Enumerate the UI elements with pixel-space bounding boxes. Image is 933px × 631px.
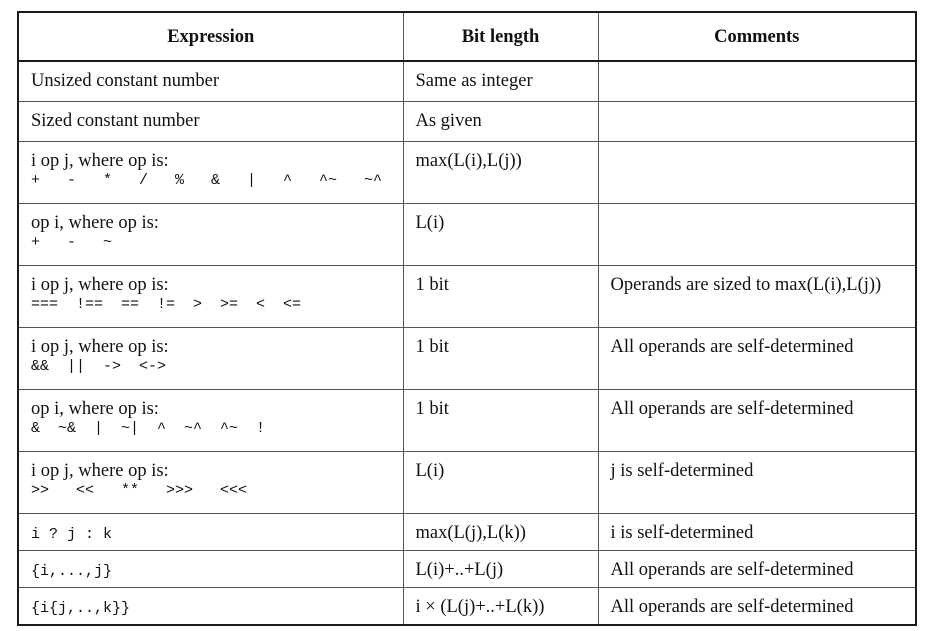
header-comments: Comments: [598, 12, 916, 61]
bit-length-cell: max(L(i),L(j)): [403, 142, 598, 204]
table-row: [18, 390, 916, 452]
expression-text: i op j, where op is:: [31, 275, 169, 295]
table-row: [18, 61, 916, 102]
table-row: [18, 102, 916, 142]
operator-list: & ~& | ~| ^ ~^ ^~ !: [31, 420, 266, 437]
expression-cell: [18, 266, 403, 328]
expression-text: i op j, where op is:: [31, 461, 169, 481]
expression-text: {i{j,..,k}}: [31, 600, 131, 617]
comment-cell: [598, 102, 916, 142]
operator-list: + - * / % & | ^ ^~ ~^: [31, 172, 383, 189]
comment-cell: All operands are self-determined: [598, 390, 916, 452]
bit-length-cell: 1 bit: [403, 390, 598, 452]
expression-cell: [18, 514, 403, 551]
comment-cell: [598, 204, 916, 266]
header-bit-length: Bit length: [403, 12, 598, 61]
expression-cell: [18, 390, 403, 452]
expression-cell: [18, 328, 403, 390]
expression-text: {i,...,j}: [31, 563, 113, 580]
bit-length-cell: L(i)+..+L(j): [403, 551, 598, 588]
operator-list: && || -> <->: [31, 358, 167, 375]
bit-length-cell: max(L(j),L(k)): [403, 514, 598, 551]
header-expression: Expression: [18, 12, 403, 61]
comment-cell: All operands are self-determined: [598, 588, 916, 626]
table-row: [18, 514, 916, 551]
comment-cell: j is self-determined: [598, 452, 916, 514]
bit-length-cell: As given: [403, 102, 598, 142]
comment-cell: i is self-determined: [598, 514, 916, 551]
bit-length-cell: L(i): [403, 452, 598, 514]
expression-cell: [18, 61, 403, 102]
comment-cell: All operands are self-determined: [598, 328, 916, 390]
table-row: [18, 204, 916, 266]
operator-list: + - ~: [31, 234, 113, 251]
bit-length-cell: 1 bit: [403, 266, 598, 328]
expression-cell: [18, 204, 403, 266]
expression-text: op i, where op is:: [31, 213, 159, 233]
expression-cell: [18, 142, 403, 204]
expression-text: op i, where op is:: [31, 399, 159, 419]
expression-text: i op j, where op is:: [31, 337, 169, 357]
table-row: [18, 142, 916, 204]
comment-cell: Operands are sized to max(L(i),L(j)): [598, 266, 916, 328]
operator-list: === !== == != > >= < <=: [31, 296, 302, 313]
bit-length-cell: 1 bit: [403, 328, 598, 390]
table-row: [18, 588, 916, 626]
bit-length-cell: Same as integer: [403, 61, 598, 102]
table-row: [18, 551, 916, 588]
expression-cell: [18, 452, 403, 514]
expression-text: i ? j : k: [31, 526, 113, 543]
comment-cell: [598, 142, 916, 204]
table-row: [18, 328, 916, 390]
bit-length-cell: i × (L(j)+..+L(k)): [403, 588, 598, 626]
expression-cell: [18, 551, 403, 588]
expression-cell: [18, 102, 403, 142]
table-row: [18, 266, 916, 328]
bit-length-table: [17, 11, 917, 626]
operator-list: >> << ** >>> <<<: [31, 482, 248, 499]
expression-text: Sized constant number: [31, 111, 200, 131]
expression-text: Unsized constant number: [31, 71, 220, 91]
bit-length-cell: L(i): [403, 204, 598, 266]
comment-cell: [598, 61, 916, 102]
header-row: [18, 12, 916, 61]
table-row: [18, 452, 916, 514]
expression-text: i op j, where op is:: [31, 151, 169, 171]
comment-cell: All operands are self-determined: [598, 551, 916, 588]
expression-cell: [18, 588, 403, 626]
